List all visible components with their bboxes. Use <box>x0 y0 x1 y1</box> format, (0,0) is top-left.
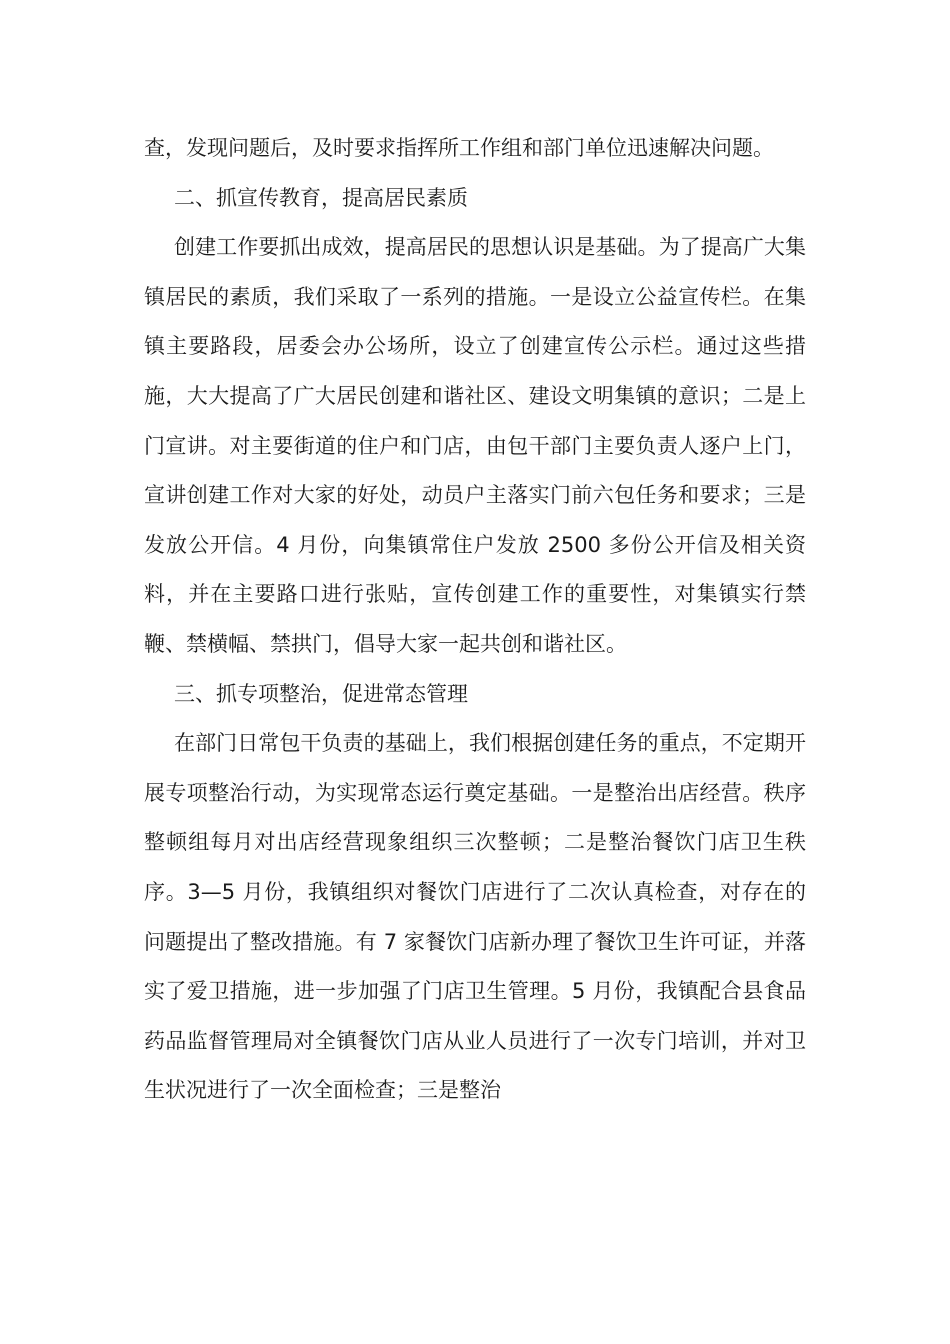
paragraph-rectification: 在部门日常包干负责的基础上，我们根据创建任务的重点，不定期开展专项整治行动，为实现常态运行奠定基础。一是整治出店经营。秩序整顿组每月对出店经营现象组织三次整顿；二是整治餐饮门店卫生秩序。3—5 月份，我镇组织对餐饮门店进行了二次认真检查，对存在的问题提出了整改措施。有 7 家餐饮门店新办理了餐饮卫生许可证，并落实了爱卫措施，进一步加强了门店卫生管理。5 月份，我镇配合县食品药品监督管理局对全镇餐饮门店从业人员进行了一次专门培训，并对卫生状况进行了一次全面检查；三是整治 <box>144 731 806 1103</box>
section-heading-3: 三、抓专项整治，促进常态管理 <box>174 681 468 706</box>
section-heading-2: 二、抓宣传教育，提高居民素质 <box>174 185 468 210</box>
paragraph-continuation: 查，发现问题后，及时要求指挥所工作组和部门单位迅速解决问题。 <box>144 136 774 160</box>
paragraph-publicity: 创建工作要抓出成效，提高居民的思想认识是基础。为了提高广大集镇居民的素质，我们采取了一系列的措施。一是设立公益宣传栏。在集镇主要路段，居委会办公场所，设立了创建宣传公示栏。通过这些措施，大大提高了广大居民创建和谐社区、建设文明集镇的意识；二是上门宣讲。对主要街道的住户和门店，由包干部门主要负责人逐户上门，宣讲创建工作对大家的好处，动员户主落实门前六包任务和要求；三是发放公开信。4 月份，向集镇常住户发放 2500 多份公开信及相关资料，并在主要路口进行张贴，宣传创建工作的重要性，对集镇实行禁鞭、禁横幅、禁拱门，倡导大家一起共创和谐社区。 <box>144 235 806 656</box>
document-body <box>144 124 806 1116</box>
